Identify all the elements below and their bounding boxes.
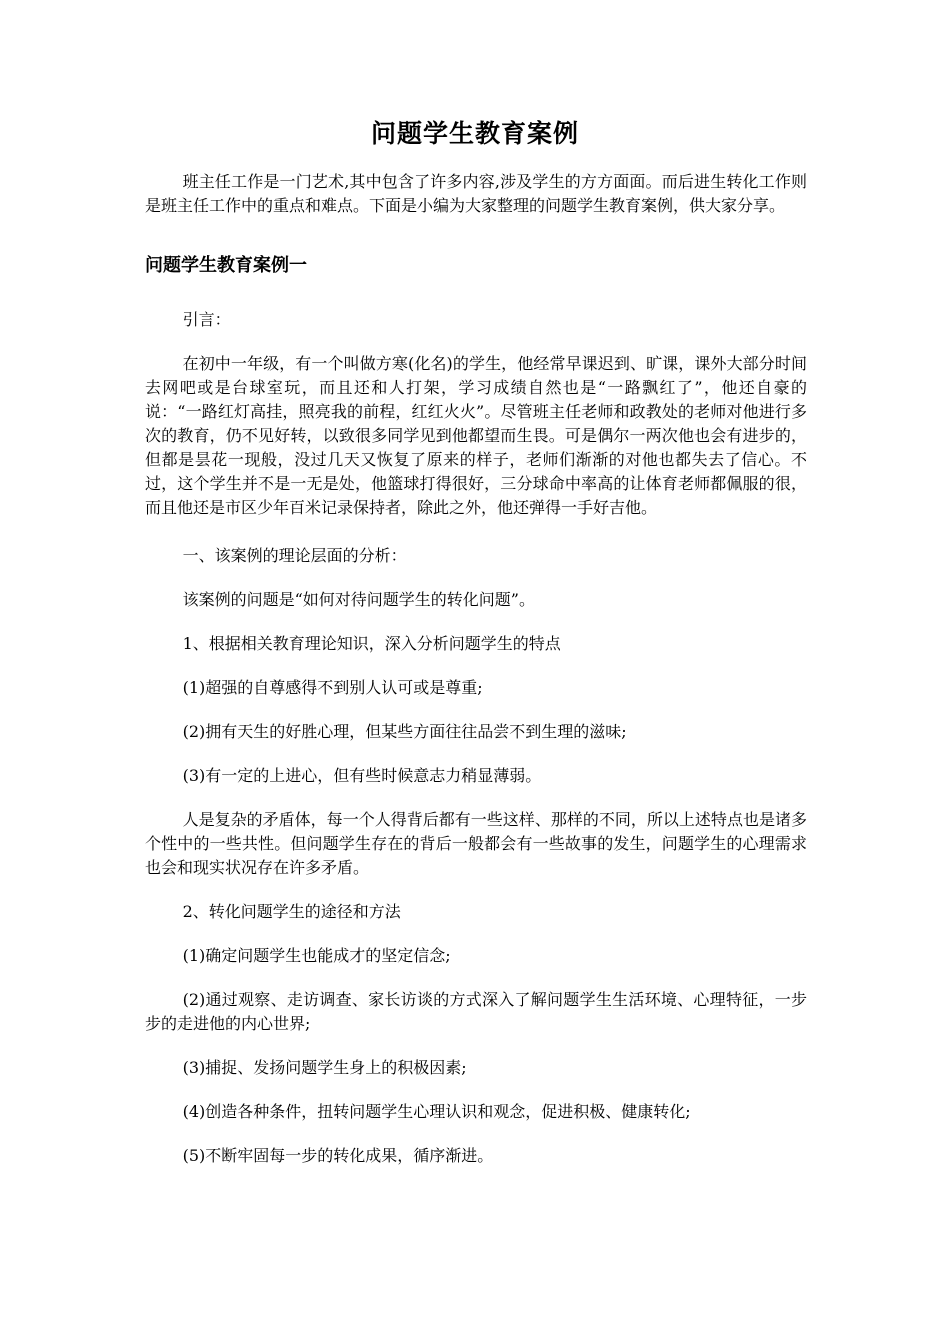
- document-body: [145, 170, 807, 1188]
- paragraph-contradiction: 人是复杂的矛盾体，每一个人得背后都有一些这样、那样的不同，所以上述特点也是诸多个性中的一些共性。但问题学生存在的背后一般都会有一些故事的发生，问题学生的心理需求也会和现实状况存在许多矛盾。: [145, 810, 807, 877]
- paragraph-feature-1: (1)超强的自尊感得不到别人认可或是尊重;: [182, 678, 483, 697]
- paragraph-method-1: (1)确定问题学生也能成才的坚定信念;: [182, 946, 451, 965]
- paragraph-introduction-label: 引言：: [182, 310, 231, 329]
- paragraph-point-1: 1、根据相关教育理论知识，深入分析问题学生的特点: [182, 634, 561, 653]
- document-title: 问题学生教育案例: [370, 119, 579, 148]
- paragraph-case-question: 该案例的问题是“如何对待问题学生的转化问题”。: [182, 590, 535, 609]
- section-heading: 问题学生教育案例一: [145, 255, 307, 276]
- paragraph-point-2: 2、转化问题学生的途径和方法: [182, 902, 401, 921]
- paragraph-method-4: (4)创造各种条件，扭转问题学生心理认识和观念，促进积极、健康转化;: [182, 1102, 691, 1121]
- paragraph-feature-2: (2)拥有天生的好胜心理，但某些方面往往品尝不到生理的滋味;: [182, 722, 627, 741]
- paragraph-case-description: 在初中一年级，有一个叫做方寒(化名)的学生，他经常早课迟到、旷课，课外大部分时间去网吧或是台球室玩，而且还和人打架，学习成绩自然也是“一路飘红了”，他还自豪的说：“一路红灯高挂，照亮我的前程，红红火火”。尽管班主任老师和政教处的老师对他进行多次的教育，仍不见好转，以致很多同学见到他都望而生畏。可是偶尔一两次他也会有进步的，但都是昙花一现般，没过几天又恢复了原来的样子，老师们渐渐的对他也都失去了信心。不过，这个学生并不是一无是处，他篮球打得很好，三分球命中率高的让体育老师都佩服的很，而且他还是市区少年百米记录保持者，除此之外，他还弹得一手好吉他。: [145, 354, 807, 517]
- paragraph-method-5: (5)不断牢固每一步的转化成果，循序渐进。: [182, 1146, 494, 1165]
- paragraph-feature-3: (3)有一定的上进心，但有些时候意志力稍显薄弱。: [182, 766, 542, 785]
- paragraph-analysis-heading: 一、该案例的理论层面的分析：: [182, 546, 407, 565]
- intro-paragraph: 班主任工作是一门艺术,其中包含了许多内容,涉及学生的方方面面。而后进生转化工作则是班主任工作中的重点和难点。下面是小编为大家整理的问题学生教育案例，供大家分享。: [145, 172, 807, 215]
- paragraph-method-3: (3)捕捉、发扬问题学生身上的积极因素;: [182, 1058, 467, 1077]
- paragraph-method-2: (2)通过观察、走访调查、家长访谈的方式深入了解问题学生生活环境、心理特征，一步步的走进他的内心世界;: [145, 990, 807, 1033]
